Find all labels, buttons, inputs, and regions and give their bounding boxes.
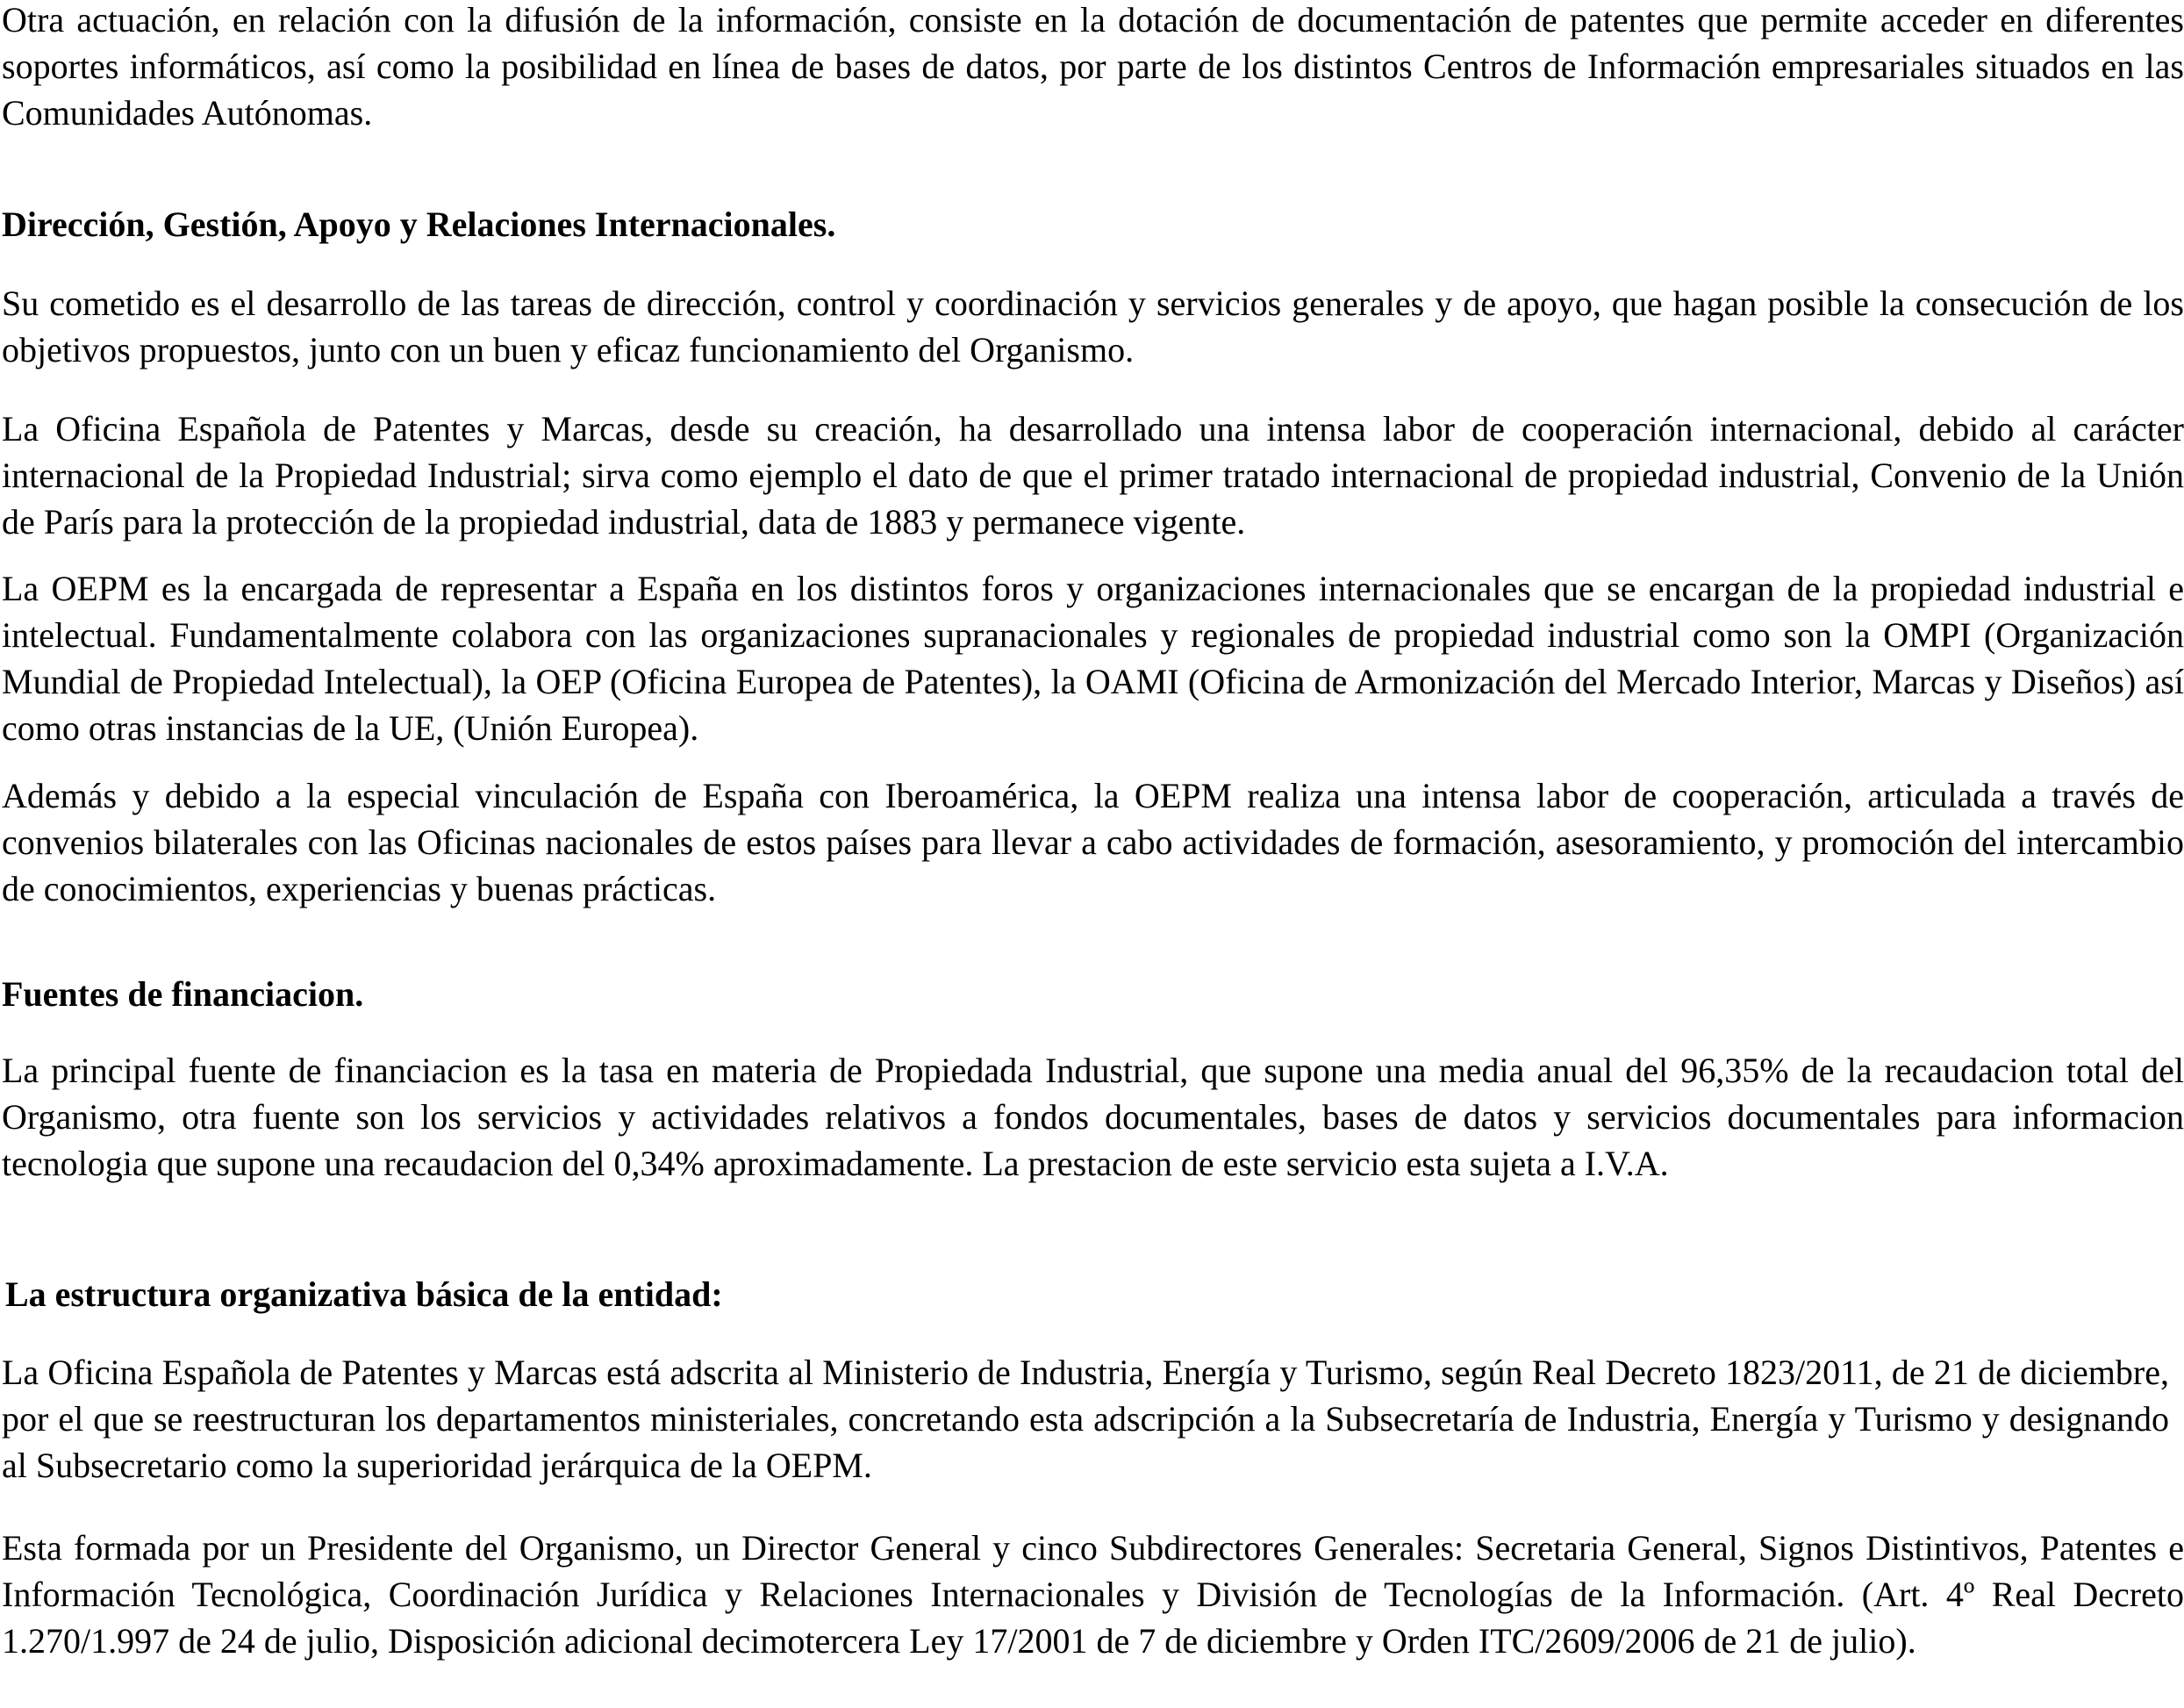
paragraph-adscripcion: La Oficina Española de Patentes y Marcas está adscrita al Ministerio de Industria, Energía y Turismo, según Real Decreto 1823/2011, de 21 de diciembre, por el que se reestructuran los departamentos ministeriales, concretando esta adscripción a la Subsecretaría de Industria, Energía y Turismo y designando al Subsecretario como la superioridad jerárquica de la OEPM. <box>2 1353 2169 1485</box>
heading-estructura: La estructura organizativa básica de la entidad: <box>5 1274 723 1314</box>
paragraph-intro: Otra actuación, en relación con la difusión de la información, consiste en la dotación de documentación de patentes que permite acceder en diferentes soportes informáticos, así como la posibilidad en línea de bases de datos, por parte de los distintos Centros de Información empresariales situados en las Comunidades Autónomas. <box>2 0 2184 133</box>
heading-fuentes-financiacion: Fuentes de financiacion. <box>2 974 364 1014</box>
heading-direccion: Dirección, Gestión, Apoyo y Relaciones Internacionales. <box>2 205 836 244</box>
paragraph-fuentes-financiacion: La principal fuente de financiacion es la tasa en materia de Propiedada Industrial, que supone una media anual del 96,35% de la recaudacion total del Organismo, otra fuente son los servicios y actividades relativos a fondos documentales, bases de datos y servicios documentales para informacion tecnologia que supone una recaudacion del 0,34% aproximadamente. La prestacion de este servicio esta sujeta a I.V.A. <box>2 1051 2184 1183</box>
paragraph-composicion: Esta formada por un Presidente del Organismo, un Director General y cinco Subdirectores Generales: Secretaria General, Signos Distintivos, Patentes e Información Tecnológica, Coordinación Jurídica y Relaciones Internacionales y División de Tecnologías de la Información. (Art. 4º Real Decreto 1.270/1.997 de 24 de julio, Disposición adicional decimotercera Ley 17/2001 de 7 de diciembre y Orden ITC/2609/2006 de 21 de julio). <box>2 1528 2184 1661</box>
paragraph-cometido: Su cometido es el desarrollo de las tareas de dirección, control y coordinación y servicios generales y de apoyo, que hagan posible la consecución de los objetivos propuestos, junto con un buen y eficaz funcionamiento del Organismo. <box>2 283 2184 370</box>
paragraph-oficina-cooperacion: La Oficina Española de Patentes y Marcas, desde su creación, ha desarrollado una intensa labor de cooperación internacional, debido al carácter internacional de la Propiedad Industrial; sirva como ejemplo el dato de que el primer tratado internacional de propiedad industrial, Convenio de la Unión de París para la protección de la propiedad industrial, data de 1883 y permanece vigente. <box>2 409 2184 542</box>
paragraph-oepm-representacion: La OEPM es la encargada de representar a España en los distintos foros y organizaciones internacionales que se encargan de la propiedad industrial e intelectual. Fundamentalmente colabora con las organizaciones supranacionales y regionales de propiedad industrial como son la OMPI (Organización Mundial de Propiedad Intelectual), la OEP (Oficina Europea de Patentes), la OAMI (Oficina de Armonización del Mercado Interior, Marcas y Diseños) así como otras instancias de la UE, (Unión Europea). <box>2 569 2184 748</box>
paragraph-iberoamerica: Además y debido a la especial vinculación de España con Iberoamérica, la OEPM realiza una intensa labor de cooperación, articulada a través de convenios bilaterales con las Oficinas nacionales de estos países para llevar a cabo actividades de formación, asesoramiento, y promoción del intercambio de conocimientos, experiencias y buenas prácticas. <box>2 776 2184 908</box>
